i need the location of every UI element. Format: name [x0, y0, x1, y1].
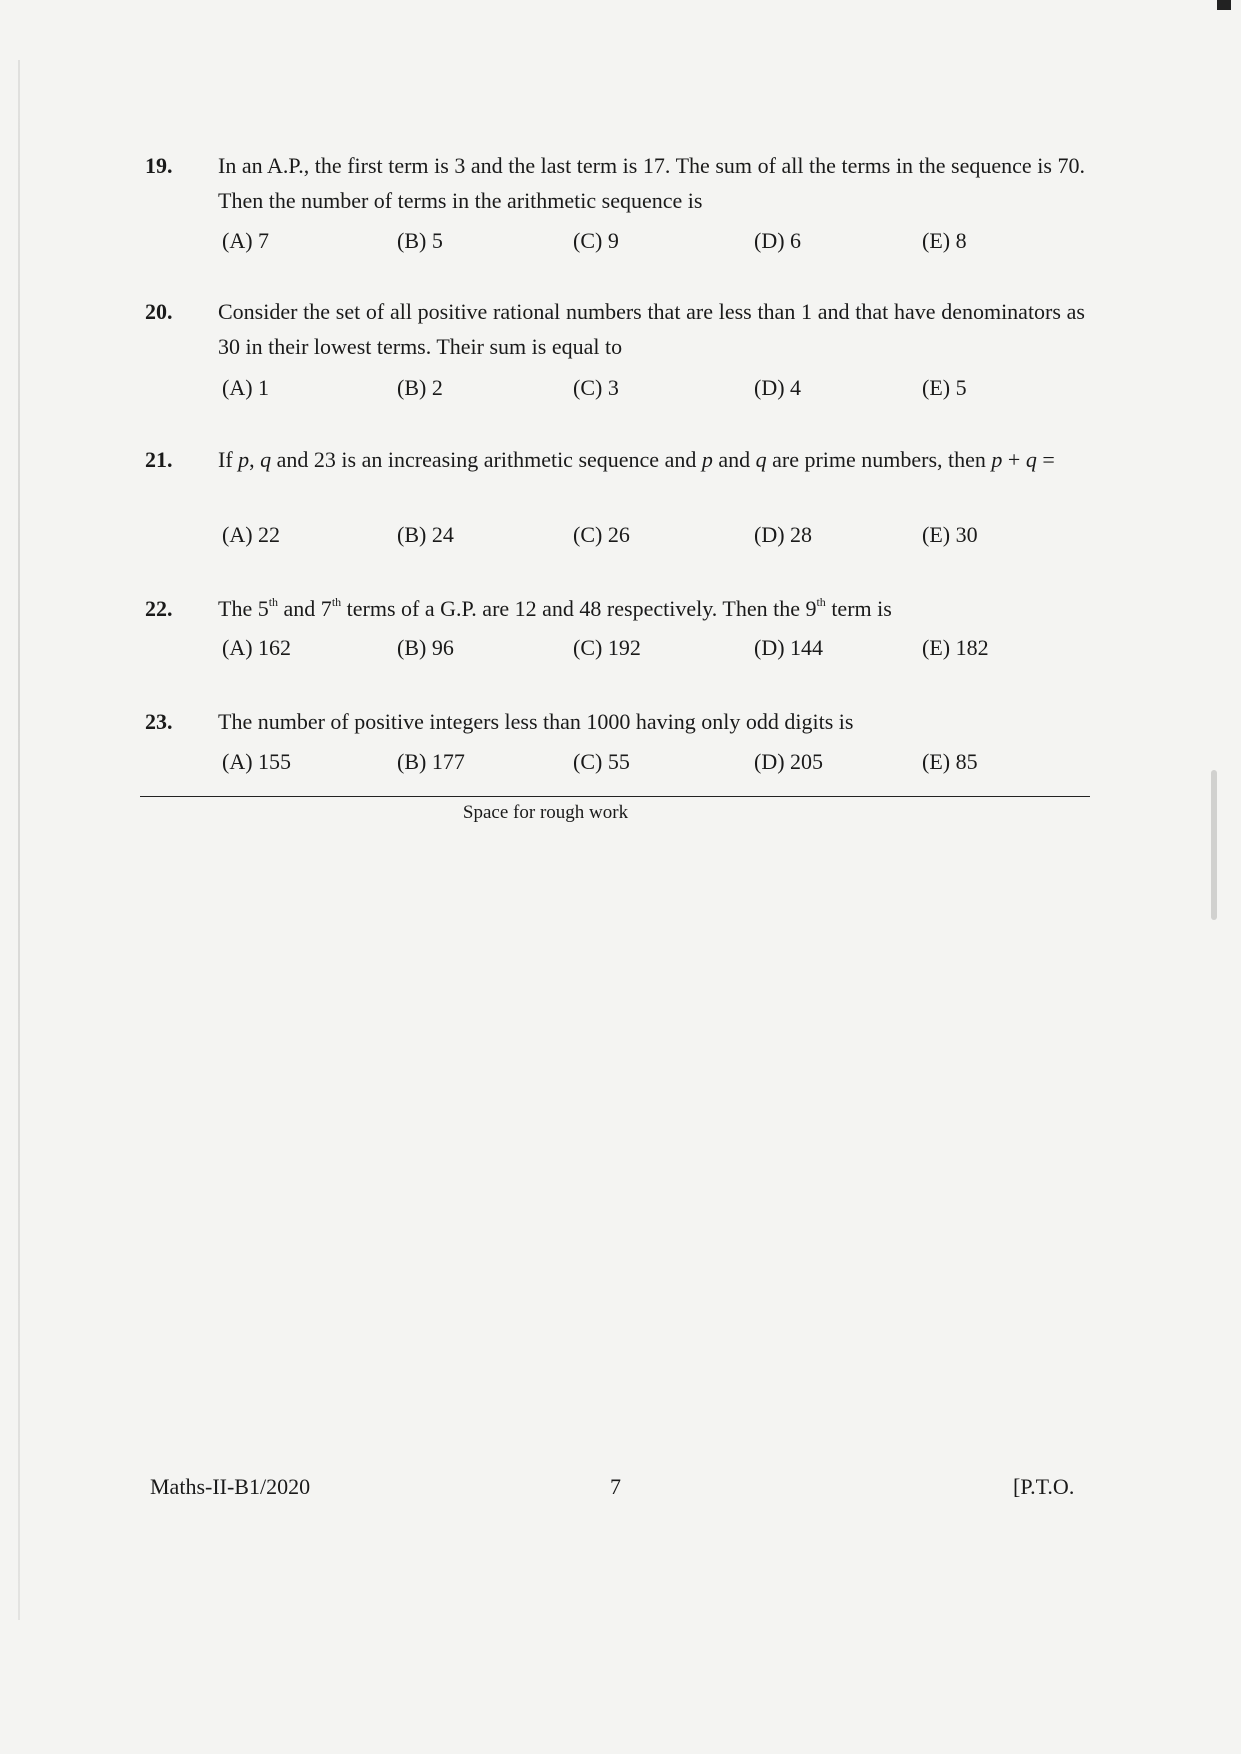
option-c[interactable]: (C) 26 [573, 522, 630, 547]
option-a[interactable]: (A) 162 [222, 635, 292, 660]
ordinal-suffix: th [331, 595, 342, 609]
options-row [0, 522, 1241, 552]
pto-label: [P.T.O. [1013, 1474, 1075, 1499]
question-number: 19. [145, 153, 173, 178]
question-number: 23. [145, 709, 173, 734]
text-fragment: terms of a G.P. are 12 and 48 respectively. Then the 9 [341, 596, 817, 621]
option-d[interactable]: (D) 4 [754, 375, 802, 400]
text-fragment: + [1002, 447, 1026, 472]
question-text [218, 442, 1085, 477]
scan-corner-mark [1217, 0, 1231, 10]
option-c[interactable]: (C) 3 [573, 375, 619, 400]
option-a[interactable]: (A) 22 [222, 522, 281, 547]
text-fragment: and [712, 447, 756, 472]
rough-work-label: Space for rough work [462, 802, 629, 823]
option-e[interactable]: (E) 5 [922, 375, 967, 400]
question-text: The number of positive integers less than 1000 having only odd digits is [218, 709, 854, 734]
ordinal-suffix: th [816, 595, 826, 609]
variable-p: p [238, 447, 250, 472]
binding-shadow [1211, 770, 1217, 920]
option-a[interactable]: (A) 7 [222, 228, 270, 253]
option-a[interactable]: (A) 155 [222, 749, 292, 774]
divider-line [140, 796, 1090, 797]
option-e[interactable]: (E) 8 [922, 228, 967, 253]
option-c[interactable]: (C) 9 [573, 228, 619, 253]
option-d[interactable]: (D) 6 [754, 228, 802, 253]
option-e[interactable]: (E) 182 [922, 635, 989, 660]
question-number: 21. [145, 447, 173, 472]
option-b[interactable]: (B) 5 [397, 228, 443, 253]
text-fragment: and 7 [278, 596, 332, 621]
paper-code: Maths-II-B1/2020 [150, 1474, 311, 1499]
ordinal-suffix: th [268, 595, 279, 609]
variable-p: p [701, 447, 713, 472]
variable-q: q [260, 447, 272, 472]
option-d[interactable]: (D) 205 [754, 749, 824, 774]
text-fragment: are prime numbers, then [766, 447, 992, 472]
variable-p: p [991, 447, 1003, 472]
variable-q: q [755, 447, 767, 472]
option-b[interactable]: (B) 177 [397, 749, 465, 774]
option-e[interactable]: (E) 85 [922, 749, 978, 774]
page-edge-shadow [18, 60, 20, 1620]
options-row [0, 228, 1241, 258]
text-fragment: The 5 [218, 596, 269, 621]
text-fragment: = [1036, 447, 1055, 472]
option-b[interactable]: (B) 24 [397, 522, 454, 547]
option-d[interactable]: (D) 28 [754, 522, 813, 547]
options-row [0, 749, 1241, 779]
question-text [218, 591, 1085, 626]
option-c[interactable]: (C) 55 [573, 749, 630, 774]
options-row [0, 375, 1241, 405]
option-a[interactable]: (A) 1 [222, 375, 270, 400]
text-fragment: If [218, 447, 239, 472]
question-number: 22. [145, 596, 173, 621]
options-row [0, 635, 1241, 665]
option-b[interactable]: (B) 96 [397, 635, 454, 660]
option-e[interactable]: (E) 30 [922, 522, 978, 547]
question-text: In an A.P., the first term is 3 and the last term is 17. The sum of all the terms in the sequence is 70. Then the number of terms in the arithmetic sequence is [218, 153, 1085, 213]
option-d[interactable]: (D) 144 [754, 635, 824, 660]
option-b[interactable]: (B) 2 [397, 375, 443, 400]
page-number: 7 [610, 1474, 621, 1499]
text-fragment: term is [825, 596, 892, 621]
text-fragment: , [249, 447, 261, 472]
question-number: 20. [145, 299, 173, 324]
option-c[interactable]: (C) 192 [573, 635, 641, 660]
question-text: Consider the set of all positive rational numbers that are less than 1 and that have denominators as 30 in their lowest terms. Their sum is equal to [218, 299, 1085, 359]
text-fragment: and 23 is an increasing arithmetic sequence and [271, 447, 702, 472]
variable-q: q [1025, 447, 1037, 472]
